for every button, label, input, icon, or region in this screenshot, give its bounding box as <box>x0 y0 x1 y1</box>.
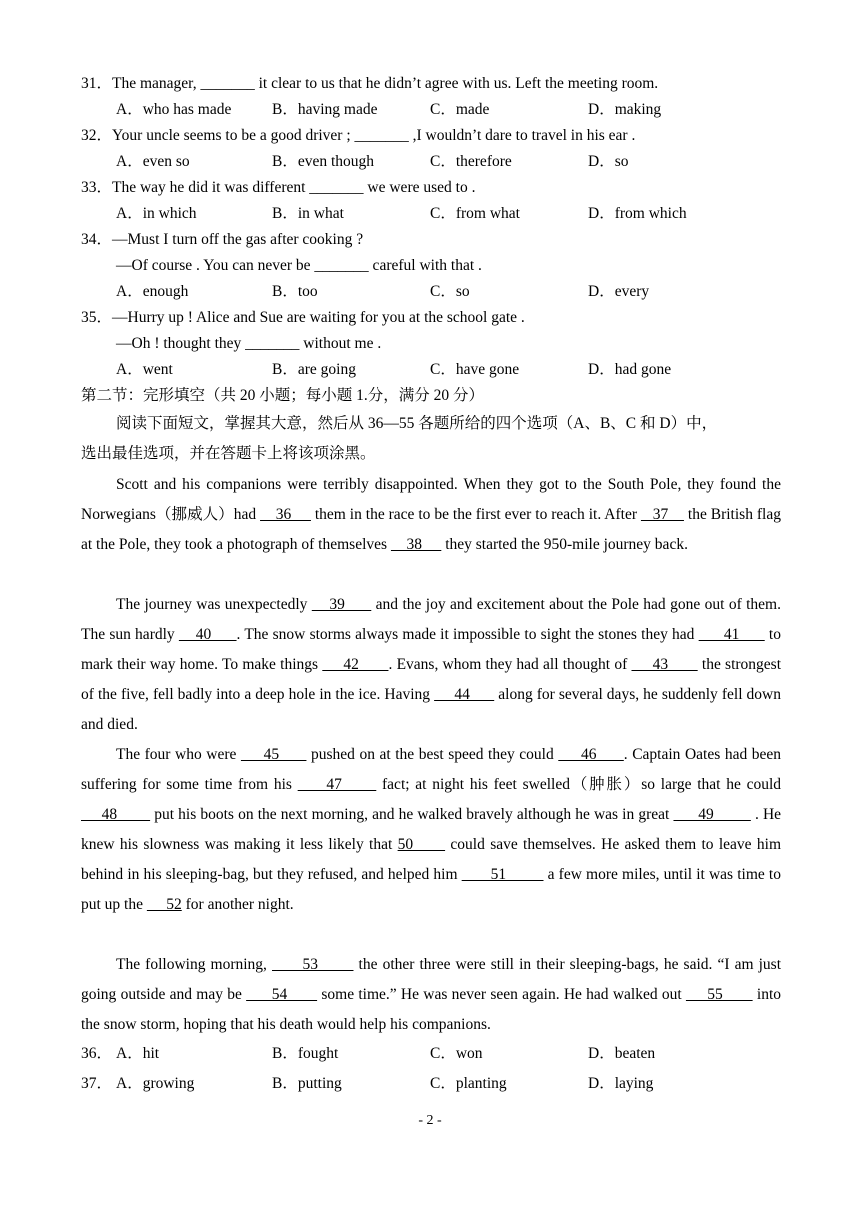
question-32 <box>81 126 635 146</box>
passage-text: the other three were still in their sleeping-bags, he said. “I am just going outside and may be <box>81 956 781 1003</box>
option-c: C．have gone <box>430 361 520 378</box>
passage-paragraph-1 <box>81 470 781 560</box>
option-d: D．from which <box>588 205 687 222</box>
blank-43: 43 <box>631 656 698 673</box>
page-number: - 2 - <box>418 1113 442 1128</box>
option-d: D．every <box>588 283 650 300</box>
question-number: 33． <box>81 179 113 196</box>
blank-53: 53 <box>272 956 354 973</box>
blank-42: 42 <box>322 656 389 673</box>
answer-37-number: 37． <box>81 1075 113 1092</box>
blank-48: 48 <box>81 806 151 823</box>
blank-36: 36 <box>260 506 311 523</box>
question-stem: —Hurry up ! Alice and Sue are waiting for you at the school gate . <box>112 309 525 326</box>
option-b: B．too <box>272 283 318 300</box>
question-33 <box>81 178 475 198</box>
passage-text: the strongest of the five, fell badly into a deep hole in the ice. Having <box>81 656 782 703</box>
passage-text: the British flag at the Pole, they took a photograph of themselves <box>81 506 781 553</box>
option-d: D．beaten <box>588 1045 656 1062</box>
question-35 <box>81 308 525 328</box>
question-34 <box>81 230 363 250</box>
blank-40: 40 <box>178 626 237 643</box>
option-b: B．having made <box>272 101 378 118</box>
blank-46: 46 <box>558 746 624 763</box>
passage-text: they started the 950-mile journey back. <box>441 536 688 553</box>
passage-text: a few more miles, until it was time to put up the <box>81 866 781 913</box>
section-instruction-cont: 选出最佳选项，并在答题卡上将该项涂黑。 <box>81 445 376 462</box>
option-b: B．even though <box>272 153 375 170</box>
blank-38: 38 <box>390 536 442 553</box>
question-stem-reply: —Of course . You can never be _______ careful with that . <box>116 257 482 274</box>
section-title: 第二节：完形填空（共 20 小题；每小题 1.分，满分 20 分） <box>81 387 485 404</box>
question-number: 34． <box>81 231 113 248</box>
passage-text: The four who were <box>116 746 241 763</box>
passage-text: . He knew his slowness was making it less likely that <box>81 806 782 853</box>
blank-55: 55 <box>685 986 753 1003</box>
question-number: 32． <box>81 127 113 144</box>
blank-52: 52 <box>146 896 182 913</box>
blank-37: 37 <box>640 506 684 523</box>
passage-text: along for several days, he suddenly fell down and died. <box>81 686 782 733</box>
option-c: C．won <box>430 1045 483 1062</box>
passage-paragraph-4 <box>81 950 781 1040</box>
option-b: B．in what <box>272 205 344 222</box>
answer-36-number: 36． <box>81 1045 113 1062</box>
blank-45: 45 <box>240 746 307 763</box>
option-d: D．making <box>588 101 662 118</box>
question-stem: The way he did it was different _______ we were used to . <box>112 179 476 196</box>
passage-text: The following morning, <box>116 956 272 973</box>
section-instruction: 阅读下面短文，掌握其大意，然后从 36—55 各题所给的四个选项（A、B、C 和 D）中， <box>116 415 718 432</box>
passage-text: for another night. <box>181 896 294 913</box>
blank-39: 39 <box>311 596 372 613</box>
passage-text: fact; at night his feet swelled（肿胀）so large that he could <box>376 776 781 793</box>
passage-text: put his boots on the next morning, and he walked bravely although he was in great <box>150 806 674 823</box>
option-d: D．had gone <box>588 361 672 378</box>
passage-text: and the joy and excitement about the Pole had gone out of them. The sun hardly <box>81 596 781 643</box>
option-a: A．in which <box>116 205 197 222</box>
option-b: B．fought <box>272 1045 339 1062</box>
question-stem: The manager, _______ it clear to us that he didn’t agree with us. Left the meeting room. <box>112 75 659 92</box>
option-c: C．therefore <box>430 153 512 170</box>
passage-text: . Captain Oates had been suffering for some time from his <box>81 746 781 793</box>
passage-text: into the snow storm, hoping that his death would help his companions. <box>81 986 782 1033</box>
blank-49: 49 <box>673 806 751 823</box>
passage-text: could save themselves. He asked them to leave him behind in his sleeping-bag, but they refused, and helped him <box>81 836 782 883</box>
option-c: C．made <box>430 101 490 118</box>
blank-54: 54 <box>246 986 318 1003</box>
passage-paragraph-3 <box>81 740 781 920</box>
option-b: B．putting <box>272 1075 342 1092</box>
blank-47: 47 <box>297 776 377 793</box>
option-a: A．went <box>116 361 173 378</box>
question-stem: Your uncle seems to be a good driver ; _______ ,I wouldn’t dare to travel in his ear . <box>112 127 636 144</box>
option-d: D．laying <box>588 1075 654 1092</box>
blank-51: 51 <box>461 866 544 883</box>
passage-text: to mark their way home. To make things <box>81 626 781 673</box>
blank-50: 50 <box>397 836 446 853</box>
blank-44: 44 <box>434 686 495 703</box>
option-a: A．even so <box>116 153 190 170</box>
option-a: A．enough <box>116 283 189 300</box>
blank-41: 41 <box>698 626 765 643</box>
option-a: A．who has made <box>116 101 232 118</box>
question-31 <box>81 74 658 94</box>
option-c: C．so <box>430 283 470 300</box>
passage-text: some time.” He was never seen again. He had walked out <box>317 986 686 1003</box>
passage-text: Scott and his companions were terribly disappointed. When they got to the South Pole, they found the Norwegians（挪威人）had <box>81 476 781 523</box>
option-a: A．hit <box>116 1045 160 1062</box>
question-stem-reply: —Oh ! thought they _______ without me . <box>116 335 382 352</box>
question-number: 35． <box>81 309 113 326</box>
question-stem: —Must I turn off the gas after cooking ? <box>112 231 364 248</box>
passage-text: them in the race to be the first ever to reach it. After <box>310 506 641 523</box>
passage-text: . The snow storms always made it impossible to sight the stones they had <box>236 626 699 643</box>
passage-text: . Evans, whom they had all thought of <box>388 656 632 673</box>
option-c: C．planting <box>430 1075 507 1092</box>
option-b: B．are going <box>272 361 356 378</box>
option-c: C．from what <box>430 205 520 222</box>
option-a: A．growing <box>116 1075 195 1092</box>
passage-text: The journey was unexpectedly <box>116 596 312 613</box>
question-number: 31． <box>81 75 113 92</box>
passage-text: pushed on at the best speed they could <box>306 746 559 763</box>
option-d: D．so <box>588 153 629 170</box>
passage-paragraph-2 <box>81 590 781 740</box>
